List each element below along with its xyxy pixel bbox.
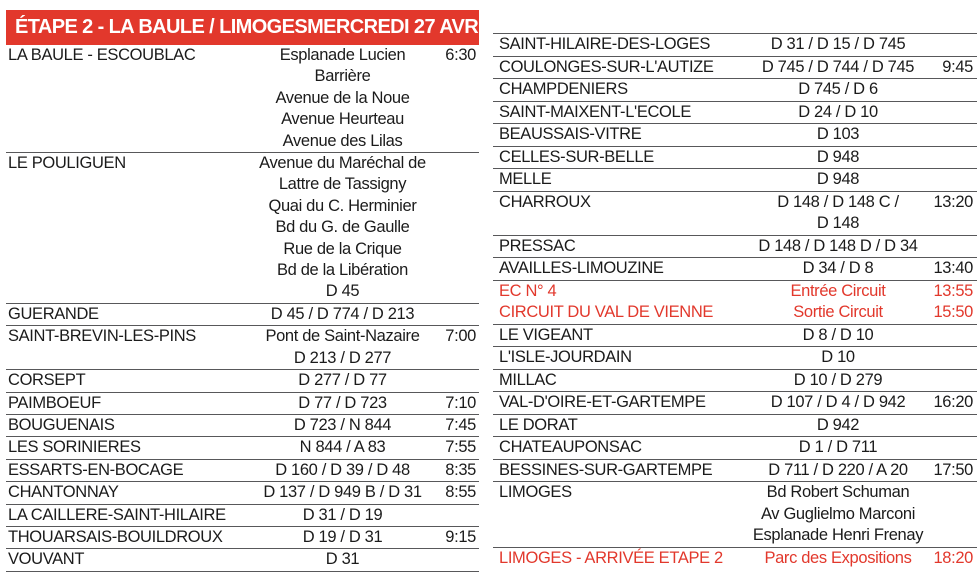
road-name: D 137 / D 949 B / D 31 xyxy=(263,483,422,502)
location-name: CELLES-SUR-BELLE xyxy=(499,147,654,166)
road-name: D 103 xyxy=(816,125,860,143)
road-name: Quai du C. Herminier xyxy=(268,196,417,215)
itinerary-row xyxy=(493,414,977,437)
location-name: SAINT-BREVIN-LES-PINS xyxy=(8,327,196,346)
route-roads xyxy=(256,527,429,548)
road-name: Barrière xyxy=(314,67,371,86)
itinerary-row xyxy=(6,392,479,414)
location-name: LA BAULE - ESCOUBLAC xyxy=(8,46,196,64)
road-name: D 723 / N 844 xyxy=(293,415,392,434)
road-name: Lattre de Tassigny xyxy=(278,175,407,194)
route-roads xyxy=(751,34,925,56)
road-name: D 948 xyxy=(816,147,860,166)
schedule-time: 9:45 xyxy=(942,57,973,76)
itinerary-row xyxy=(6,459,479,481)
schedule-time: 6:30 xyxy=(445,46,476,64)
schedule-time: 7:45 xyxy=(445,415,476,434)
road-name: D 31 / D 15 / D 745 xyxy=(770,35,906,53)
road-name: D 31 xyxy=(325,550,360,569)
itinerary-row xyxy=(6,369,479,391)
location-name: LIMOGES - ARRIVÉE ETAPE 2 xyxy=(499,548,723,567)
itinerary-row xyxy=(493,346,977,369)
route-roads xyxy=(751,102,925,124)
road-name: Entrée Circuit xyxy=(790,281,886,300)
schedule-time: 8:35 xyxy=(445,460,476,479)
schedule-time: 9:15 xyxy=(445,527,476,546)
itinerary-row xyxy=(493,33,977,56)
location-name: MILLAC xyxy=(499,370,557,389)
location-name: THOUARSAIS-BOUILDROUX xyxy=(8,527,223,546)
schedule-time: 13:55 xyxy=(933,281,973,300)
route-roads xyxy=(751,57,925,79)
road-name: Bd du G. de Gaulle xyxy=(275,218,410,237)
route-roads xyxy=(751,482,925,547)
itinerary-row xyxy=(6,325,479,369)
itinerary-row xyxy=(493,436,977,459)
location-name: PAIMBOEUF xyxy=(8,393,101,412)
road-name: D 10 xyxy=(821,348,855,366)
schedule-time: 7:55 xyxy=(445,438,476,457)
location-name: BOUGUENAIS xyxy=(8,415,115,434)
itinerary-row xyxy=(493,146,977,169)
road-name: Pont de Saint-Nazaire xyxy=(265,327,420,346)
itinerary-row xyxy=(6,152,479,303)
itinerary-row xyxy=(493,257,977,280)
location-name: CORSEPT xyxy=(8,371,86,390)
itinerary-row xyxy=(6,504,479,526)
route-roads xyxy=(256,370,429,391)
road-name: D 31 / D 19 xyxy=(302,505,383,524)
route-roads xyxy=(751,415,925,437)
route-roads xyxy=(751,437,925,459)
itinerary-row xyxy=(6,303,479,325)
stage-header-band xyxy=(6,10,495,45)
stage-date: MERCREDI 27 AVRIL xyxy=(307,16,495,38)
route-roads xyxy=(256,437,429,458)
location-name: EC N° 4 xyxy=(499,281,557,300)
itinerary-row xyxy=(493,78,977,101)
schedule-time: 16:20 xyxy=(933,393,973,411)
road-name: Parc des Expositions xyxy=(764,548,912,567)
road-name: Bd Robert Schuman xyxy=(766,483,910,501)
road-name: D 107 / D 4 / D 942 xyxy=(770,393,906,411)
location-name: CHANTONNAY xyxy=(8,483,119,502)
location-name: CHAMPDENIERS xyxy=(499,80,628,98)
route-roads xyxy=(751,347,925,369)
route-roads xyxy=(256,153,429,303)
location-name: BEAUSSAIS-VITRE xyxy=(499,125,642,143)
itinerary-row xyxy=(493,391,977,414)
stage-title: ÉTAPE 2 - LA BAULE / LIMOGES xyxy=(15,16,308,38)
location-name: CIRCUIT DU VAL DE VIENNE xyxy=(499,303,714,321)
route-roads xyxy=(751,124,925,146)
route-roads xyxy=(256,505,429,526)
road-name: Avenue des Lilas xyxy=(282,131,403,150)
schedule-time: 7:00 xyxy=(445,327,476,346)
road-name: D 948 xyxy=(816,170,860,188)
route-roads xyxy=(751,370,925,392)
route-roads xyxy=(256,482,429,503)
location-name: GUERANDE xyxy=(8,304,99,323)
route-roads xyxy=(751,325,925,347)
route-roads xyxy=(751,79,925,101)
schedule-time: 13:40 xyxy=(933,259,973,277)
route-roads xyxy=(256,326,429,369)
itinerary-row xyxy=(6,526,479,548)
road-name: D 160 / D 39 / D 48 xyxy=(275,460,410,479)
route-roads xyxy=(751,147,925,169)
schedule-time: 15:50 xyxy=(933,303,973,321)
itinerary-row xyxy=(493,56,977,79)
location-name: L'ISLE-JOURDAIN xyxy=(499,348,632,366)
road-name: D 745 / D 744 / D 745 xyxy=(761,57,915,76)
route-roads xyxy=(256,415,429,436)
road-name: D 942 xyxy=(816,415,860,434)
location-name: CHARROUX xyxy=(499,192,591,211)
itinerary-row xyxy=(493,191,977,235)
left-itinerary-rows xyxy=(6,45,479,572)
road-name: D 8 / D 10 xyxy=(802,325,874,344)
itinerary-row xyxy=(493,547,977,570)
itinerary-row xyxy=(493,235,977,258)
route-roads xyxy=(751,392,925,414)
route-roads xyxy=(751,302,925,324)
road-name: D 10 / D 279 xyxy=(793,370,883,389)
location-name: LES SORINIERES xyxy=(8,438,141,457)
location-name: LE DORAT xyxy=(499,415,578,434)
route-roads xyxy=(256,45,429,152)
route-roads xyxy=(256,460,429,481)
itinerary-row xyxy=(493,123,977,146)
itinerary-row xyxy=(493,369,977,392)
road-name: D 277 / D 77 xyxy=(298,371,387,390)
route-roads xyxy=(751,258,925,280)
itinerary-row xyxy=(6,414,479,436)
route-roads xyxy=(751,236,925,258)
road-name: D 77 / D 723 xyxy=(298,393,387,412)
location-name: LA CAILLERE-SAINT-HILAIRE xyxy=(8,505,226,524)
road-name: N 844 / A 83 xyxy=(299,438,386,457)
location-name: LE POULIGUEN xyxy=(8,154,126,173)
route-roads xyxy=(256,549,429,570)
location-name: CHATEAUPONSAC xyxy=(499,438,642,456)
schedule-time: 18:20 xyxy=(933,548,973,567)
schedule-time: 13:20 xyxy=(933,192,973,211)
road-name: D 45 / D 774 / D 213 xyxy=(270,304,415,323)
route-roads xyxy=(751,281,925,303)
location-name: ESSARTS-EN-BOCAGE xyxy=(8,460,184,479)
location-name: SAINT-MAIXENT-L'ECOLE xyxy=(499,102,692,121)
location-name: LE VIGEANT xyxy=(499,325,593,344)
road-name: Esplanade Henri Frenay xyxy=(752,526,924,544)
schedule-time: 17:50 xyxy=(933,460,973,479)
itinerary-row xyxy=(6,548,479,570)
itinerary-row xyxy=(493,168,977,191)
road-name: Bd de la Libération xyxy=(277,261,408,280)
road-name: D 711 / D 220 / A 20 xyxy=(768,460,908,479)
itinerary-row xyxy=(493,302,977,324)
road-name: D 45 xyxy=(325,282,360,301)
location-name: SAINT-HILAIRE-DES-LOGES xyxy=(499,35,711,53)
itinerary-row xyxy=(6,45,479,152)
route-roads xyxy=(751,460,925,482)
itinerary-row xyxy=(493,481,977,547)
route-roads xyxy=(256,304,429,325)
road-name: Avenue du Maréchal de xyxy=(259,154,426,173)
road-name: D 148 / D 148 C / xyxy=(777,192,899,211)
road-name: D 1 / D 711 xyxy=(798,438,878,456)
location-name: BESSINES-SUR-GARTEMPE xyxy=(499,460,713,479)
location-name: COULONGES-SUR-L'AUTIZE xyxy=(499,57,714,76)
itinerary-row xyxy=(493,280,977,303)
itinerary-row xyxy=(6,436,479,458)
location-name: PRESSAC xyxy=(499,236,576,255)
road-name: Avenue de la Noue xyxy=(275,88,410,107)
road-name: D 148 / D 148 D / D 34 xyxy=(758,236,918,255)
road-name: D 19 / D 31 xyxy=(302,527,383,546)
road-name: D 148 xyxy=(816,214,860,232)
itinerary-row xyxy=(493,324,977,347)
road-name: Rue de la Crique xyxy=(283,239,402,258)
route-roads xyxy=(751,548,925,570)
road-name: Avenue Heurteau xyxy=(281,110,404,129)
itinerary-row xyxy=(6,481,479,503)
location-name: AVAILLES-LIMOUZINE xyxy=(499,259,664,277)
road-name: D 213 / D 277 xyxy=(293,348,392,367)
road-name: Av Guglielmo Marconi xyxy=(760,504,916,523)
route-roads xyxy=(751,169,925,191)
schedule-time: 8:55 xyxy=(445,483,476,502)
road-name: D 24 / D 10 xyxy=(798,102,878,121)
location-name: MELLE xyxy=(499,170,552,188)
right-column xyxy=(493,0,977,569)
location-name: VAL-D'OIRE-ET-GARTEMPE xyxy=(499,393,706,411)
road-name: Sortie Circuit xyxy=(793,303,883,321)
road-name: D 34 / D 8 xyxy=(802,259,874,277)
itinerary-row xyxy=(493,459,977,482)
itinerary-row xyxy=(493,101,977,124)
route-roads xyxy=(751,192,925,235)
road-name: D 745 / D 6 xyxy=(798,80,878,98)
location-name: LIMOGES xyxy=(499,483,572,501)
route-roads xyxy=(256,393,429,414)
road-name: Esplanade Lucien xyxy=(279,46,406,64)
schedule-time: 7:10 xyxy=(445,393,476,412)
location-name: VOUVANT xyxy=(8,550,85,569)
left-column xyxy=(6,0,495,572)
right-itinerary-rows xyxy=(493,33,977,569)
